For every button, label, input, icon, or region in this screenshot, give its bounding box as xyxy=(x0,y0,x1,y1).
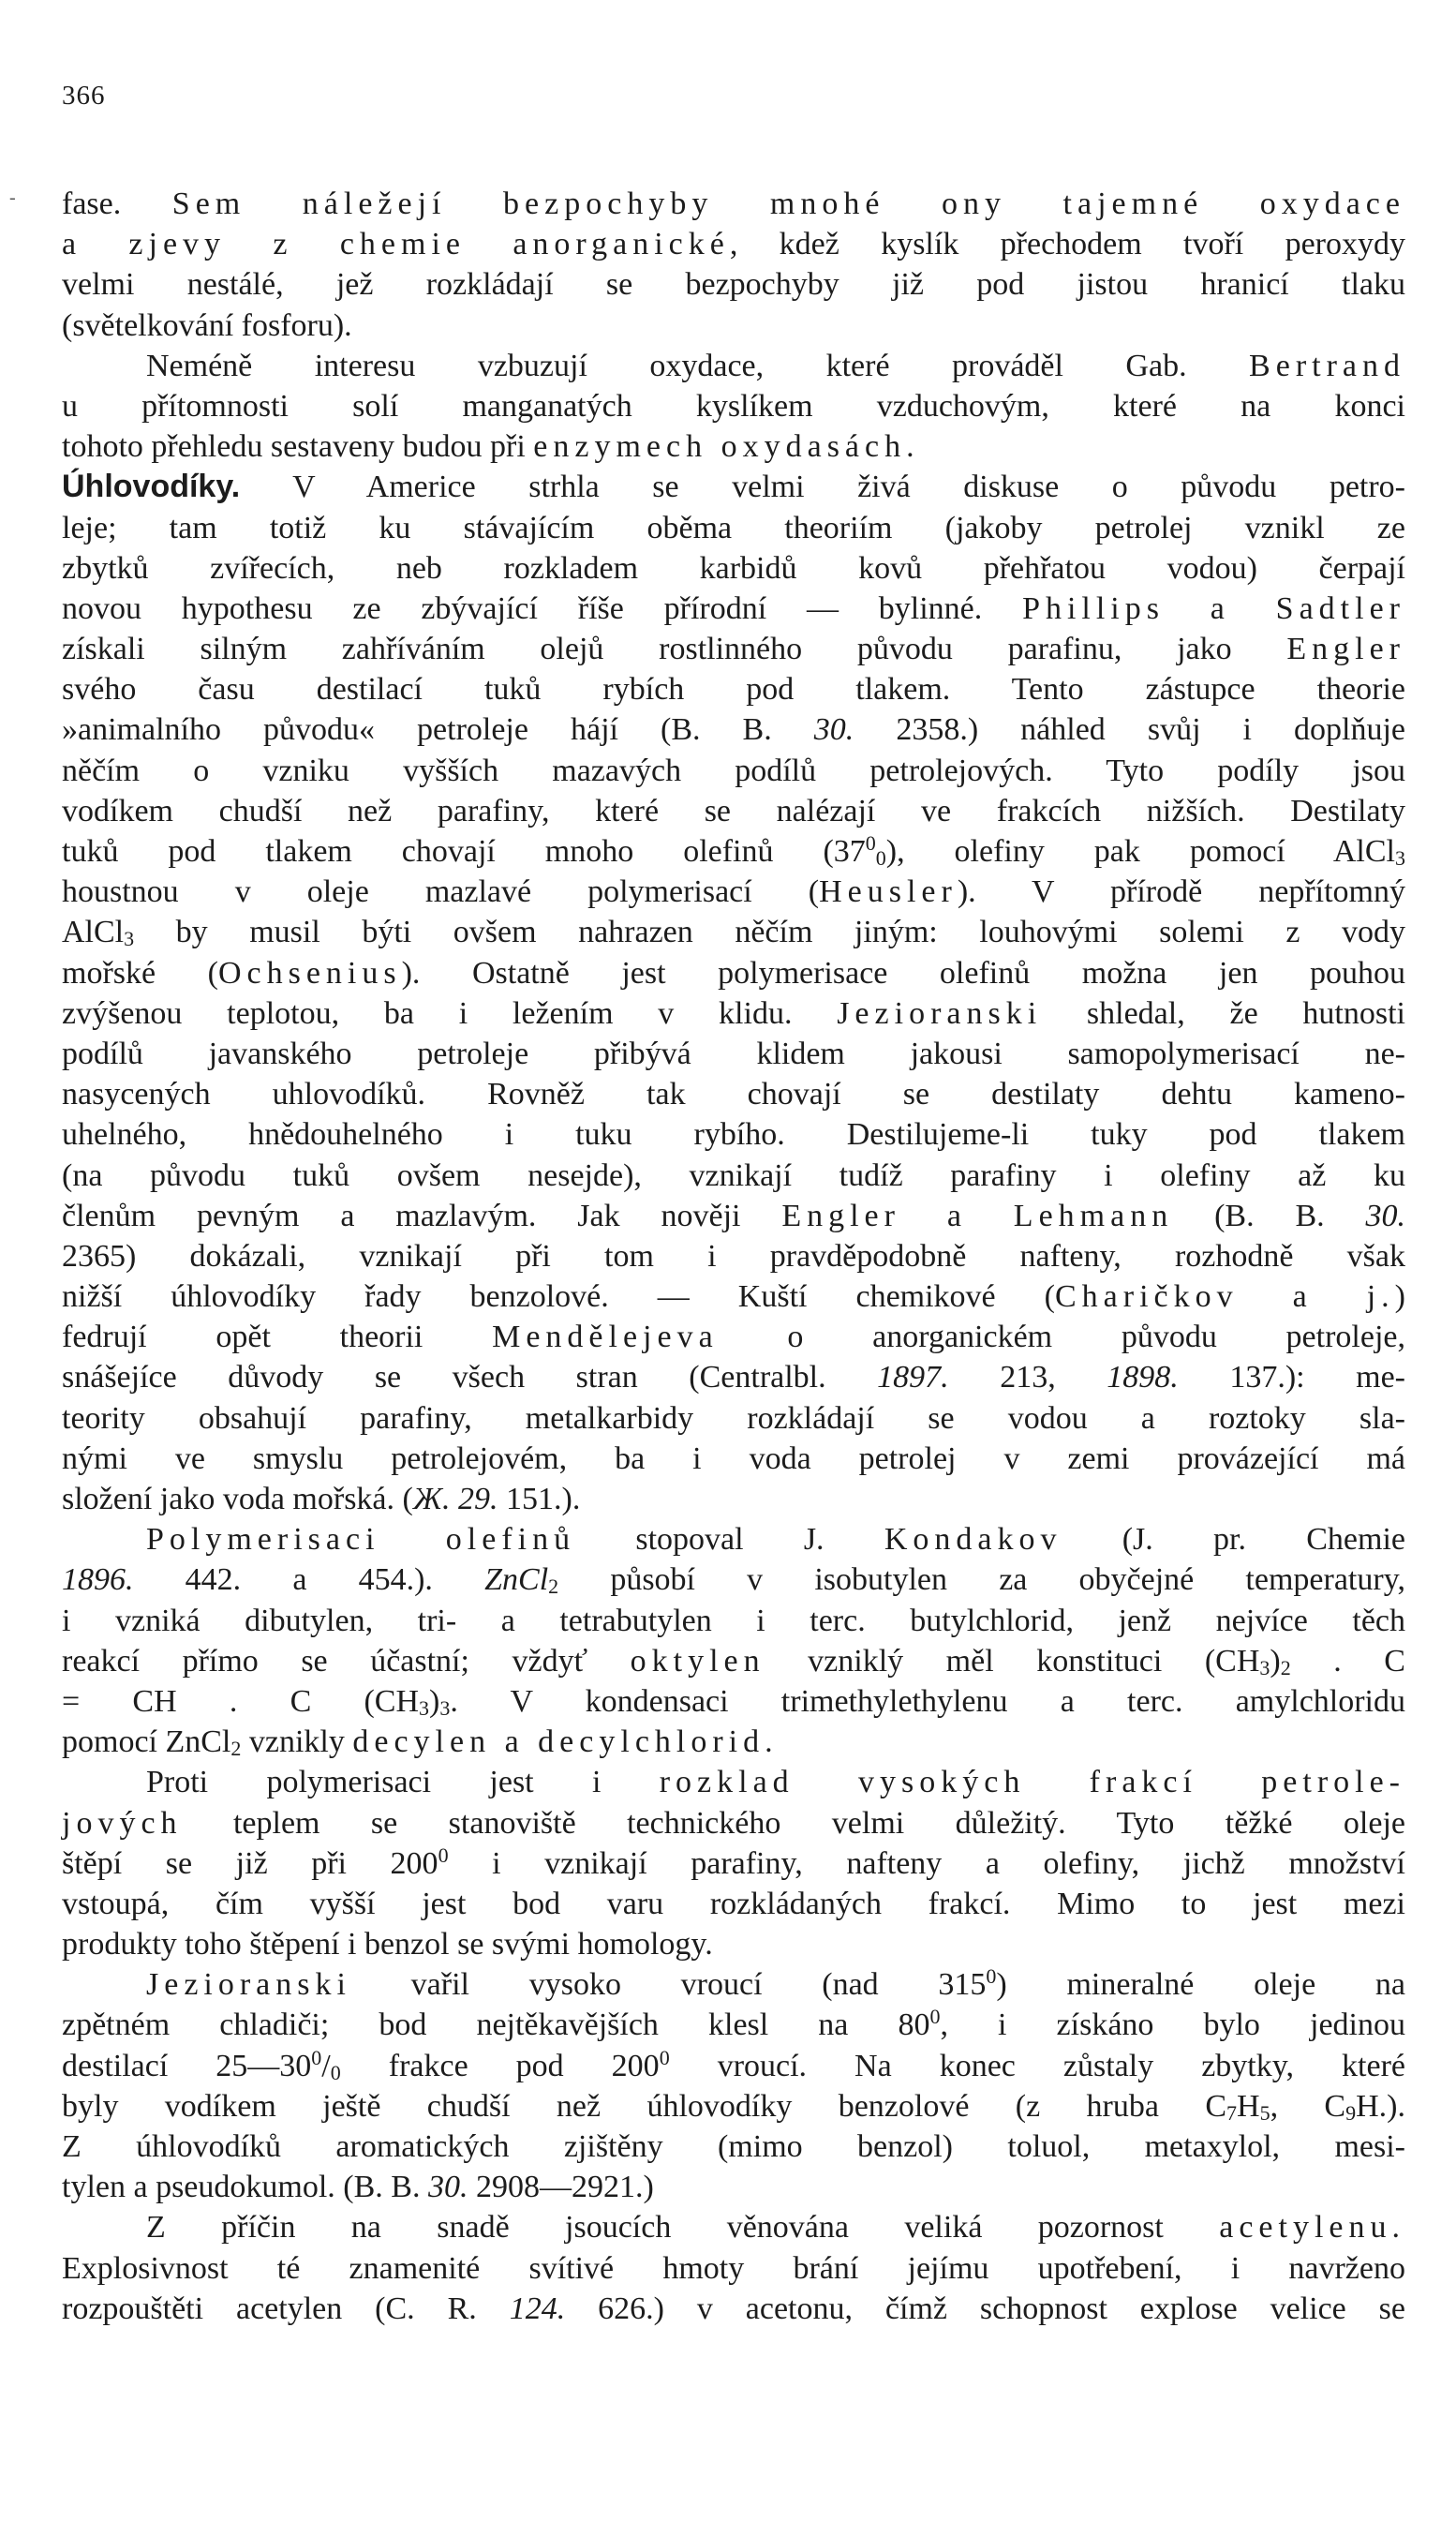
text-line: 2365) dokázali, vznikají při tom i pravděpodobně nafteny, rozhodně však xyxy=(62,1238,1405,1274)
text-line: nými ve smyslu petrolejovém, ba i voda petrolej v zemi provázející má xyxy=(62,1440,1405,1476)
text-line: zvýšenou teplotou, ba i ležením v klidu. Jezioranski shledal, že hutnosti xyxy=(62,995,1405,1031)
text-line: podílů javanského petroleje přibývá klidem jakousi samopolymerisací ne- xyxy=(62,1036,1405,1071)
text-line: vstoupá, čím vyšší jest bod varu rozkládaných frakcí. Mimo to jest mezi xyxy=(62,1886,1405,1921)
text-line: Neméně interesu vzbuzují oxydace, které prováděl Gab. Bertrand xyxy=(146,348,1405,383)
text-line: něčím o vzniku vyšších mazavých podílů petrolejových. Tyto podíly jsou xyxy=(62,753,1405,788)
text-line: i vzniká dibutylen, tri- a tetrabutylen i terc. butylchlorid, jenž nejvíce těch xyxy=(62,1603,1405,1638)
text-line: (na původu tuků ovšem nesejde), vznikají tudíž parafiny i olefiny až ku xyxy=(62,1157,1405,1193)
text-line: složení jako voda mořská. (Ж. 29. 151.). xyxy=(62,1482,581,1516)
text-line: fedrují opět theorii Mendělejeva o anorganickém původu petroleje, xyxy=(62,1320,1405,1355)
text-line: štěpí se již při $200^0$ i vznikají parafiny, nafteny a olefiny, jichž množství xyxy=(62,1843,1405,1881)
text-line: vodíkem chudší než parafiny, které se nalézají ve frakcích nižších. Destilaty xyxy=(62,793,1405,828)
text-line: Z úhlovodíků aromatických zjištěny (mimo benzol) toluol, metaxylol, mesi- xyxy=(62,2129,1405,2164)
text-line: nasycených uhlovodíků. Rovněž tak chovají se destilaty dehtu kameno- xyxy=(62,1077,1405,1112)
text-line: zpětném chladiči; bod nejtěkavějších klesl na $80^0$, i získáno bylo jedinou xyxy=(62,2005,1405,2043)
text-line: »animalního původu« petroleje hájí (B. B. 30. 2358.) náhled svůj i doplňuje xyxy=(62,712,1406,748)
text-line: svého času destilací tuků rybích pod tlakem. Tento zástupce theorie xyxy=(62,672,1405,708)
section-heading: Úhlovodíky. xyxy=(62,469,241,505)
text-line: tuků pod tlakem chovají mnoho olefinů $(37^0_0)$, olefiny pak pomocí AlCl$_3$ xyxy=(62,831,1406,870)
text-line: destilací $25—30^0/_0$ frakce pod $200^0$ vroucí. Na konec zůstaly zbytky, které xyxy=(62,2045,1405,2084)
text-line: leje; tam totiž ku stávajícím oběma theoriím (jakoby petrolej vznikl ze xyxy=(62,510,1405,545)
text-line: získali silným zahříváním olejů rostlinného původu parafinu, jako Engler xyxy=(62,632,1405,667)
text-line: uhelného, hnědouhelného i tuku rybího. Destilujeme-li tuky pod tlakem xyxy=(62,1117,1405,1153)
text-line: byly vodíkem ještě chudší než úhlovodíky benzolové (z hruba $C_7H_5$, $C_9H$.). xyxy=(62,2088,1405,2125)
text-line: fase. Sem náležejí bezpochyby mnohé ony tajemné oxydace xyxy=(62,187,1405,221)
text-line: (světelkování fosforu). xyxy=(62,307,352,343)
text-line: tylen a pseudokumol. (B. B. 30. 2908—2921.) xyxy=(62,2170,654,2205)
text-line: velmi nestálé, jež rozkládají se bezpochyby již pod jistou hranicí tlaku xyxy=(62,267,1405,303)
text-line: = CH . C $(CH_3)_3$. V kondensaci trimethylethylenu a terc. amylchloridu xyxy=(62,1683,1406,1720)
text-line: členům pevným a mazlavým. Jak nověji Engler a Lehmann (B. B. 30. xyxy=(62,1198,1405,1233)
text-line: zbytků zvířecích, neb rozkladem karbidů kovů přehřatou vodou) čerpají xyxy=(62,550,1405,586)
text-line: houstnou v oleje mazlavé polymerisací (Heusler). V přírodě nepřítomný xyxy=(62,874,1405,910)
text-line: Polymerisaci olefinů stopoval J. Kondakov (J. pr. Chemie xyxy=(146,1522,1405,1558)
text-line: reakcí přímo se účastní; vždyť oktylen vzniklý měl konstituci $(CH_3)_2$ . C xyxy=(62,1643,1405,1679)
text-line: mořské (Ochsenius). Ostatně jest polymerisace olefinů možna jen pouhou xyxy=(62,955,1405,991)
page-number: 366 xyxy=(62,81,106,111)
text-line: tohoto přehledu sestaveny budou při enzymech oxydasách. xyxy=(62,429,920,465)
text-line: teority obsahují parafiny, metalkarbidy rozkládají se vodou a roztoky sla- xyxy=(62,1400,1405,1436)
text-line: jových teplem se stanoviště technického velmi důležitý. Tyto těžké oleje xyxy=(62,1805,1405,1841)
text-line: Z příčin na snadě jsoucích věnována veliká pozornost acetylenu. xyxy=(146,2210,1405,2246)
text-line: snášejíce důvody se všech stran (Centralbl. 1897. 213, 1898. 137.): me- xyxy=(62,1360,1405,1395)
text-line: u přítomnosti solí manganatých kyslíkem vzduchovým, které na konci xyxy=(62,388,1405,424)
text-line: Explosivnost té znamenité svítivé hmoty brání jejímu upotřebení, i navrženo xyxy=(62,2250,1405,2286)
text-line: Úhlovodíky. V Americe strhla se velmi živá diskuse o původu petro- xyxy=(62,469,1405,505)
text-line: 1896. 442. a 454.). ZnCl$_2$ působí v isobutylen za obyčejné temperatury, xyxy=(62,1562,1405,1599)
text-line: AlCl$_3$ by musil býti ovšem nahrazen něčím jiným: louhovými solemi z vody xyxy=(62,915,1405,951)
margin-mark: - xyxy=(9,187,16,208)
text-line: novou hypothesu ze zbývající říše přírodní — bylinné. Phillips a Sadtler xyxy=(62,590,1405,626)
text-line: produkty toho štěpení i benzol se svými homology. xyxy=(62,1927,713,1962)
text-line: pomocí ZnCl$_2$ vznikly decylen a decylchlorid. xyxy=(62,1724,779,1761)
text-line: rozpouštěti acetylen (C. R. 124. 626.) v acetonu, čímž schopnost explose velice se xyxy=(62,2291,1405,2326)
text-line: a zjevy z chemie anorganické, kdež kyslík přechodem tvoří peroxydy xyxy=(62,227,1405,262)
text-line: nižší úhlovodíky řady benzolové. — Kuští chemikové (Charičkov a j.) xyxy=(62,1279,1405,1315)
body-text xyxy=(62,184,1405,2329)
text-line: Jezioranski vařil vysoko vroucí (nad $315^0$) mineralné oleje na xyxy=(146,1964,1406,2003)
text-line: Proti polymerisaci jest i rozklad vysokých frakcí petrole- xyxy=(146,1765,1405,1800)
